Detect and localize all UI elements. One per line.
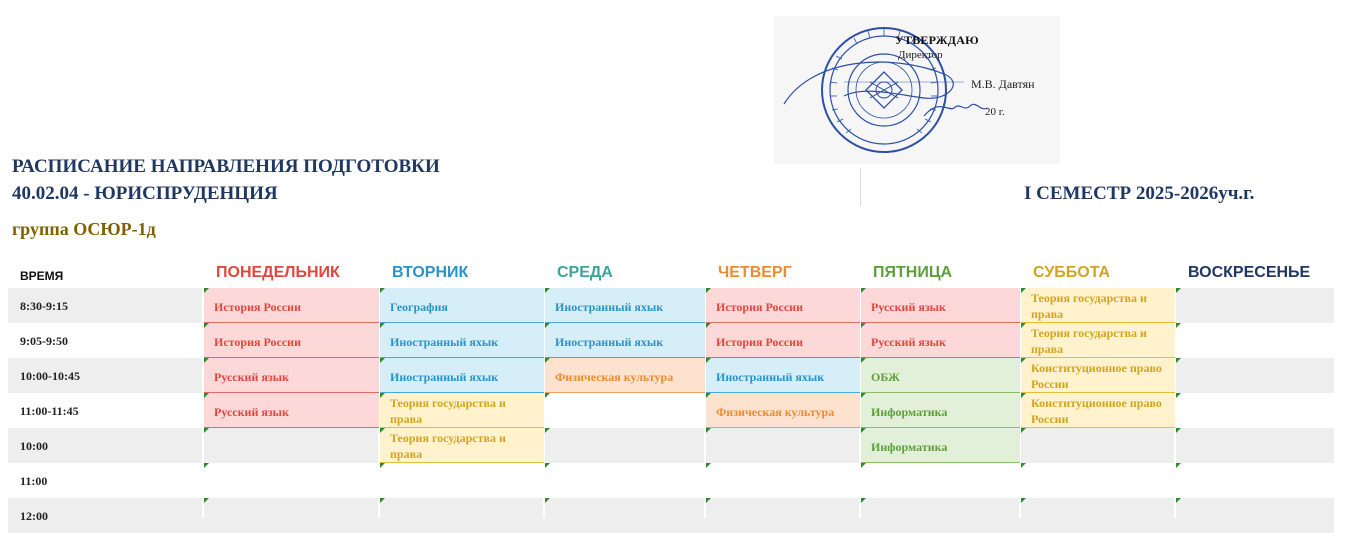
- day-header: СУББОТА: [1033, 264, 1111, 281]
- cell-corner-marker: [706, 498, 711, 503]
- time-column-header: ВРЕМЯ: [20, 269, 64, 283]
- cell-corner-marker: [1176, 428, 1181, 433]
- cell-corner-marker: [545, 288, 550, 293]
- cell-corner-marker: [204, 428, 209, 433]
- schedule-title-line2: 40.02.04 - ЮРИСПРУДЕНЦИЯ: [12, 183, 278, 204]
- schedule-cell: Теория государства и права: [1021, 323, 1175, 358]
- cell-corner-marker: [204, 323, 209, 328]
- cell-corner-marker: [706, 358, 711, 363]
- cell-corner-marker: [380, 428, 385, 433]
- cell-corner-marker: [1176, 358, 1181, 363]
- time-slot: 8:30-9:15: [20, 299, 68, 313]
- schedule-cell: Информатика: [861, 393, 1020, 428]
- time-slot: 11:00: [20, 474, 48, 488]
- cell-corner-marker: [861, 323, 866, 328]
- schedule-cell: Конституционное право России: [1021, 358, 1175, 393]
- schedule-cell: Теория государства и права: [1021, 288, 1175, 323]
- cell-corner-marker: [1176, 323, 1181, 328]
- semester-label: I СЕМЕСТР 2025-2026уч.г.: [1024, 183, 1255, 204]
- time-slot: 11:00-11:45: [20, 404, 79, 418]
- cell-corner-marker: [204, 358, 209, 363]
- approval-name: М.В. Давтян: [971, 77, 1035, 91]
- cell-corner-marker: [706, 323, 711, 328]
- cell-corner-marker: [545, 358, 550, 363]
- approval-role: Директор: [898, 49, 943, 61]
- approval-year: 20 г.: [985, 106, 1005, 118]
- cell-corner-marker: [706, 393, 711, 398]
- cell-corner-marker: [380, 323, 385, 328]
- cell-corner-marker: [1021, 498, 1026, 503]
- cell-corner-marker: [1176, 463, 1181, 468]
- cell-corner-marker: [545, 323, 550, 328]
- schedule-cell: История России: [204, 288, 379, 323]
- schedule-cell: Теория государства и права: [380, 393, 544, 428]
- cell-corner-marker: [545, 463, 550, 468]
- schedule-cell: Конституционное право России: [1021, 393, 1175, 428]
- schedule-cell: История России: [204, 323, 379, 358]
- schedule-cell: Физическая культура: [545, 358, 705, 393]
- time-slot: 10:00: [20, 439, 48, 453]
- cell-corner-marker: [380, 498, 385, 503]
- day-header: ЧЕТВЕРГ: [718, 264, 792, 281]
- cell-corner-marker: [1176, 288, 1181, 293]
- cell-corner-marker: [380, 288, 385, 293]
- cell-corner-marker: [1021, 428, 1026, 433]
- schedule-cell: Иностранный яхык: [380, 358, 544, 393]
- table-row: [8, 498, 1334, 533]
- cell-corner-marker: [380, 463, 385, 468]
- schedule-cell: Иностранный яхык: [545, 288, 705, 323]
- schedule-cell: История России: [706, 288, 860, 323]
- schedule-cell: Иностранный яхык: [706, 358, 860, 393]
- cell-corner-marker: [861, 358, 866, 363]
- cell-corner-marker: [545, 498, 550, 503]
- cell-corner-marker: [861, 498, 866, 503]
- schedule-cell: Информатика: [861, 428, 1020, 463]
- cell-corner-marker: [861, 463, 866, 468]
- day-header: ВОСКРЕСЕНЬЕ: [1188, 264, 1311, 281]
- cell-corner-marker: [861, 428, 866, 433]
- schedule-cell: ОБЖ: [861, 358, 1020, 393]
- schedule-title-line1: РАСПИСАНИЕ НАПРАВЛЕНИЯ ПОДГОТОВКИ: [12, 156, 440, 177]
- cell-corner-marker: [706, 428, 711, 433]
- schedule-cell: История России: [706, 323, 860, 358]
- schedule-cell: Иностранный яхык: [545, 323, 705, 358]
- cell-corner-marker: [204, 393, 209, 398]
- schedule-cell: Физическая культура: [706, 393, 860, 428]
- day-header: ВТОРНИК: [392, 264, 469, 281]
- table-row: [8, 463, 1334, 498]
- cell-corner-marker: [204, 498, 209, 503]
- cell-corner-marker: [1021, 463, 1026, 468]
- time-slot: 10:00-10:45: [20, 369, 80, 383]
- cell-corner-marker: [1176, 498, 1181, 503]
- cell-corner-marker: [545, 428, 550, 433]
- cell-corner-marker: [204, 463, 209, 468]
- approval-title: УТВЕРЖДАЮ: [895, 33, 979, 47]
- day-header: СРЕДА: [557, 264, 613, 281]
- schedule-cell: Теория государства и права: [380, 428, 544, 463]
- cell-corner-marker: [380, 393, 385, 398]
- cell-corner-marker: [204, 288, 209, 293]
- day-header: ПЯТНИЦА: [873, 264, 953, 281]
- schedule-cell: География: [380, 288, 544, 323]
- schedule-cell: Русский язык: [204, 393, 379, 428]
- schedule-cell: Русский язык: [204, 358, 379, 393]
- cell-corner-marker: [380, 358, 385, 363]
- day-header: ПОНЕДЕЛЬНИК: [216, 264, 340, 281]
- cell-corner-marker: [706, 288, 711, 293]
- group-label: группа ОСЮР-1д: [12, 219, 156, 239]
- schedule-cell: Русский язык: [861, 323, 1020, 358]
- schedule-cell: Иностранный яхык: [380, 323, 544, 358]
- cell-corner-marker: [545, 393, 550, 398]
- time-slot: 12:00: [20, 509, 48, 523]
- cell-corner-marker: [861, 288, 866, 293]
- schedule-cell: Русский язык: [861, 288, 1020, 323]
- cell-corner-marker: [1176, 393, 1181, 398]
- cell-corner-marker: [1021, 323, 1026, 328]
- cell-corner-marker: [1021, 358, 1026, 363]
- cell-corner-marker: [706, 463, 711, 468]
- cell-corner-marker: [1021, 288, 1026, 293]
- table-row: [8, 428, 1334, 463]
- time-slot: 9:05-9:50: [20, 334, 68, 348]
- cell-corner-marker: [1021, 393, 1026, 398]
- cell-corner-marker: [861, 393, 866, 398]
- header-divider: [860, 168, 861, 206]
